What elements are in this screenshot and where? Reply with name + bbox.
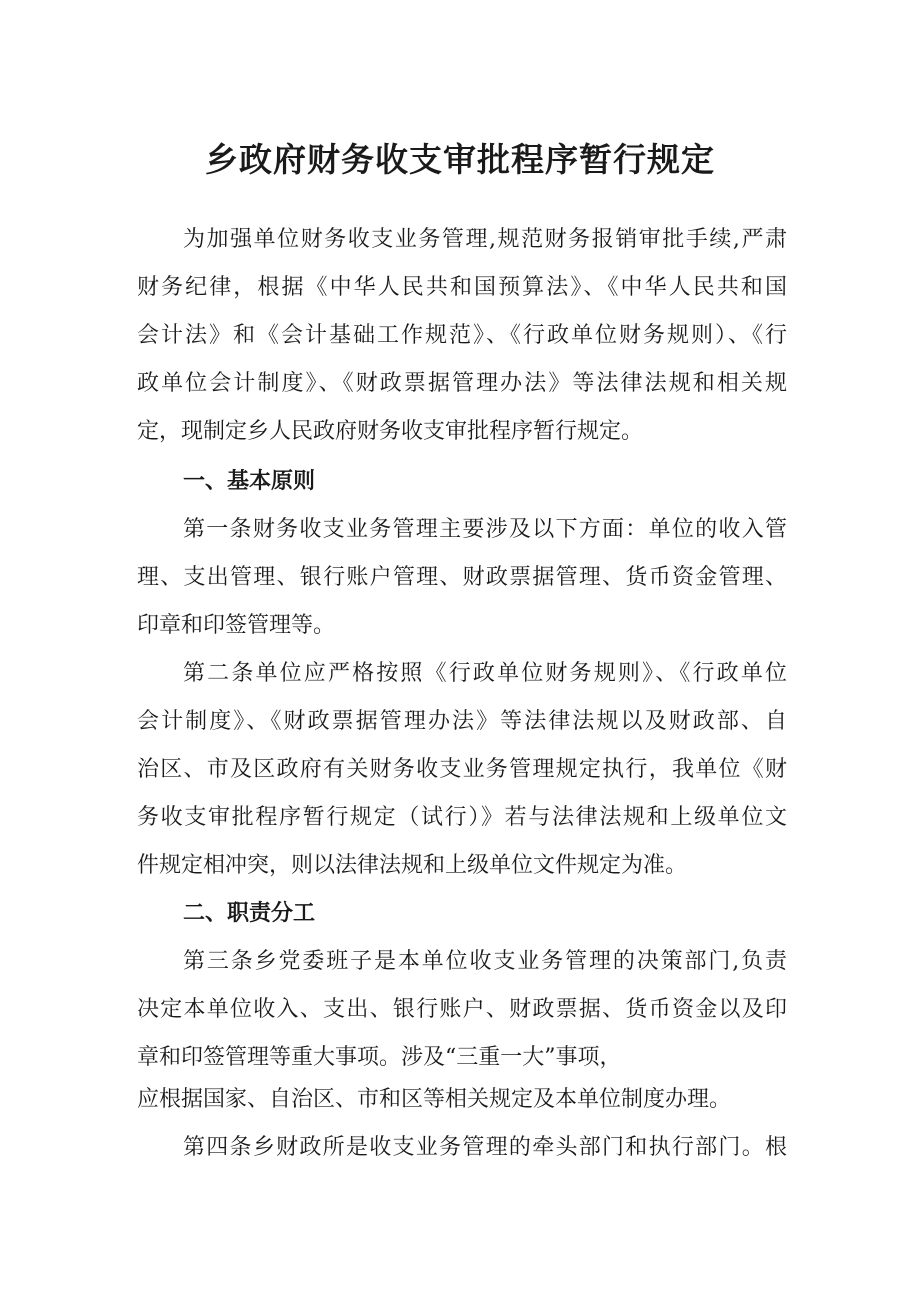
text-line: 定，现制定乡人民政府财务收支审批程序暂行规定。	[137, 419, 644, 444]
text-line: 应根据国家、自治区、市和区等相关规定及本单位制度办理。	[137, 1087, 732, 1112]
text-line: 章和印签管理等重大事项。涉及“三重一大”事项，	[137, 1045, 622, 1070]
section-heading: 二、职责分工	[183, 901, 316, 926]
section-heading: 一、基本原则	[183, 469, 316, 494]
text-line: 理、支出管理、银行账户管理、财政票据管理、货币资金管理、	[137, 565, 787, 590]
text-line: 第三条乡党委班子是本单位收支业务管理的决策部门,负责	[183, 949, 787, 974]
text-line: 第四条乡财政所是收支业务管理的牵头部门和执行部门。根	[183, 1135, 787, 1160]
text-line: 件规定相冲突，则以法律法规和上级单位文件规定为准。	[137, 853, 688, 878]
text-line: 财务纪律，根据《中华人民共和国预算法》、《中华人民共和国	[137, 275, 787, 300]
text-line: 为加强单位财务收支业务管理,规范财务报销审批手续,严肃	[183, 227, 787, 252]
text-line: 治区、市及区政府有关财务收支业务管理规定执行，我单位《财	[137, 757, 787, 782]
document-title: 乡政府财务收支审批程序暂行规定	[205, 140, 715, 179]
text-line: 印章和印签管理等。	[137, 613, 336, 638]
text-line: 决定本单位收入、支出、银行账户、财政票据、货币资金以及印	[137, 997, 787, 1022]
text-line: 会计制度》、《财政票据管理办法》等法律法规以及财政部、自	[137, 709, 787, 734]
text-line: 政单位会计制度》、《财政票据管理办法》等法律法规和相关规	[137, 371, 787, 396]
text-line: 会计法》和《会计基础工作规范》、《行政单位财务规则）、《行	[137, 323, 787, 348]
text-line: 务收支审批程序暂行规定（试行）》若与法律法规和上级单位文	[137, 805, 787, 830]
text-line: 第二条单位应严格按照《行政单位财务规则》、《行政单位	[183, 661, 787, 686]
text-line: 第一条财务收支业务管理主要涉及以下方面：单位的收入管	[183, 517, 787, 542]
